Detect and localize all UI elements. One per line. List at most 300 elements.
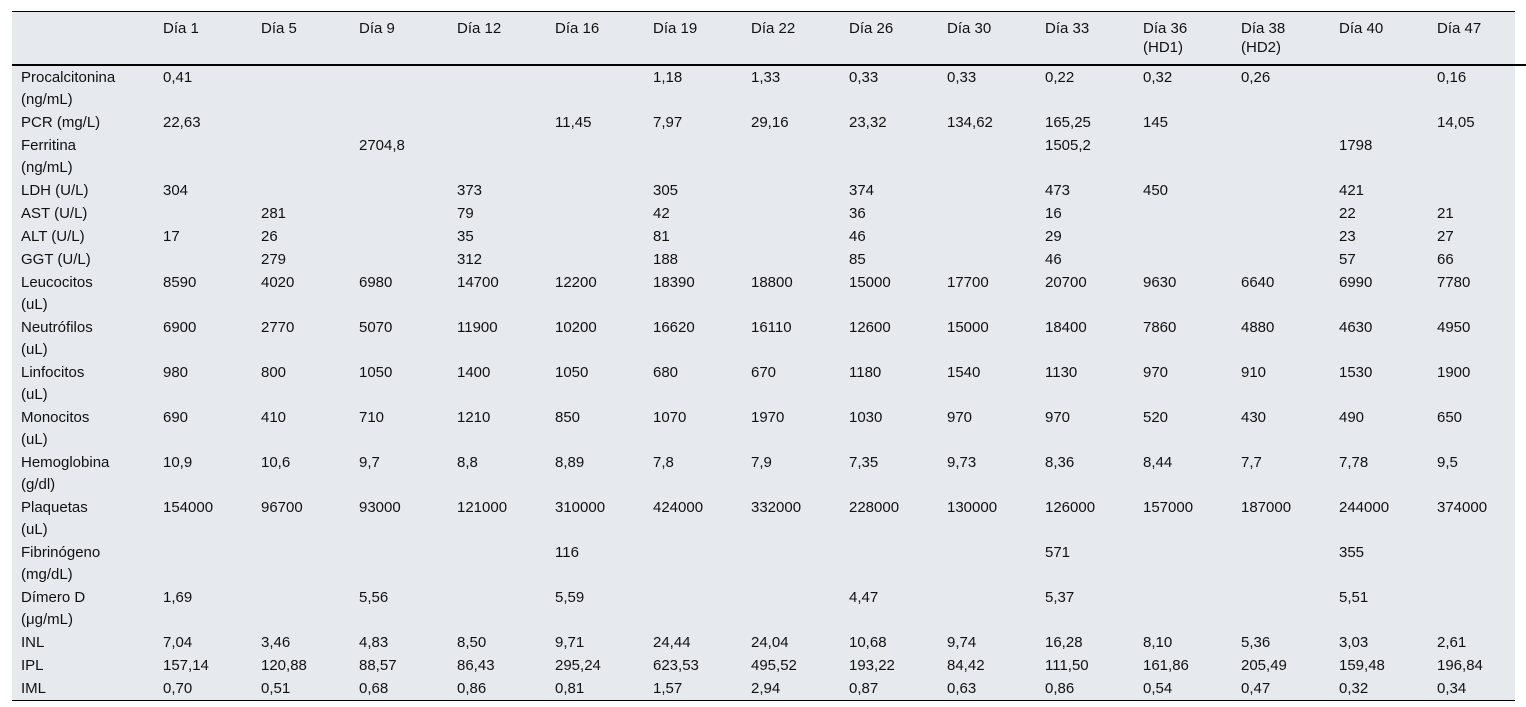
table-cell: 421 bbox=[1339, 182, 1365, 199]
table-cell bbox=[350, 111, 448, 134]
table-cell: 9,71 bbox=[555, 634, 585, 651]
table-cell bbox=[1134, 541, 1232, 586]
column-header-day: Día 12 bbox=[457, 20, 502, 37]
table-cell: 23,32 bbox=[849, 114, 887, 131]
table-row bbox=[12, 406, 1526, 451]
column-header-day: Día 22 bbox=[751, 20, 796, 37]
table-cell bbox=[154, 248, 252, 271]
table-cell: 17700 bbox=[947, 274, 989, 291]
table-cell: 305 bbox=[653, 182, 679, 199]
table-cell: 2770 bbox=[261, 319, 295, 336]
table-cell: 1540 bbox=[947, 364, 981, 381]
table-cell: 690 bbox=[163, 409, 189, 426]
table-cell: 0,33 bbox=[947, 69, 977, 86]
table-cell: 14700 bbox=[457, 274, 499, 291]
table-cell bbox=[448, 111, 546, 134]
row-label: IML bbox=[21, 680, 47, 697]
table-cell: 10,68 bbox=[849, 634, 887, 651]
table-cell: 495,52 bbox=[751, 657, 797, 674]
table-cell: 4,47 bbox=[849, 589, 879, 606]
table-cell: 86,43 bbox=[457, 657, 495, 674]
table-cell: 93000 bbox=[359, 499, 401, 516]
table-row bbox=[12, 111, 1526, 134]
table-cell: 3,46 bbox=[261, 634, 291, 651]
table-cell: 490 bbox=[1339, 409, 1365, 426]
table-cell bbox=[154, 541, 252, 586]
table-cell bbox=[1232, 541, 1330, 586]
table-cell: 3,03 bbox=[1339, 634, 1369, 651]
table-cell: 0,33 bbox=[849, 69, 879, 86]
table-cell: 157000 bbox=[1143, 499, 1194, 516]
table-cell bbox=[1232, 202, 1330, 225]
table-cell: 9,7 bbox=[359, 454, 380, 471]
row-label: INL bbox=[21, 634, 45, 651]
row-label: Dímero D (μg/mL) bbox=[21, 589, 86, 628]
column-header-day: Día 16 bbox=[555, 20, 600, 37]
table-cell: 0,63 bbox=[947, 680, 977, 697]
table-row bbox=[12, 586, 1526, 631]
table-cell bbox=[742, 202, 840, 225]
table-cell bbox=[154, 134, 252, 179]
table-cell: 670 bbox=[751, 364, 777, 381]
table-cell: 1180 bbox=[849, 364, 882, 381]
table-cell: 193,22 bbox=[849, 657, 895, 674]
table-cell bbox=[1428, 179, 1526, 202]
lab-results-table bbox=[12, 12, 1526, 700]
table-cell: 10,9 bbox=[163, 454, 193, 471]
table-cell: 2704,8 bbox=[359, 137, 405, 154]
table-cell: 11900 bbox=[457, 319, 498, 336]
table-cell bbox=[644, 134, 742, 179]
table-row bbox=[12, 271, 1526, 316]
table-cell: 1,33 bbox=[751, 69, 781, 86]
row-label: ALT (U/L) bbox=[21, 228, 85, 245]
table-cell: 16110 bbox=[751, 319, 792, 336]
table-cell: 134,62 bbox=[947, 114, 993, 131]
table-cell: 312 bbox=[457, 251, 483, 268]
table-cell: 12200 bbox=[555, 274, 597, 291]
table-cell: 374 bbox=[849, 182, 875, 199]
table-cell: 279 bbox=[261, 251, 287, 268]
table-row bbox=[12, 361, 1526, 406]
table-cell: 0,54 bbox=[1143, 680, 1173, 697]
table-cell: 8,36 bbox=[1045, 454, 1075, 471]
table-cell: 9,5 bbox=[1437, 454, 1458, 471]
column-header-day: Día 9 bbox=[359, 20, 395, 37]
table-row bbox=[12, 134, 1526, 179]
table-cell: 970 bbox=[947, 409, 973, 426]
table-cell: 970 bbox=[1045, 409, 1071, 426]
table-cell: 205,49 bbox=[1241, 657, 1287, 674]
table-cell: 16620 bbox=[653, 319, 695, 336]
table-cell: 623,53 bbox=[653, 657, 699, 674]
table-cell bbox=[1428, 134, 1526, 179]
table-cell: 228000 bbox=[849, 499, 900, 516]
table-cell: 5,51 bbox=[1339, 589, 1369, 606]
table-cell bbox=[742, 134, 840, 179]
table-cell: 9,73 bbox=[947, 454, 977, 471]
table-cell: 520 bbox=[1143, 409, 1169, 426]
table-cell bbox=[938, 202, 1036, 225]
table-cell: 0,47 bbox=[1241, 680, 1271, 697]
row-label: Plaquetas (uL) bbox=[21, 499, 88, 538]
table-cell: 126000 bbox=[1045, 499, 1096, 516]
lab-results-table-container bbox=[12, 11, 1515, 701]
table-cell: 7860 bbox=[1143, 319, 1177, 336]
table-cell: 57 bbox=[1339, 251, 1356, 268]
table-cell: 96700 bbox=[261, 499, 303, 516]
table-cell: 1070 bbox=[653, 409, 687, 426]
table-cell bbox=[938, 134, 1036, 179]
table-cell bbox=[252, 586, 350, 631]
table-cell: 1,69 bbox=[163, 589, 193, 606]
table-cell bbox=[448, 541, 546, 586]
row-label: Hemoglobina (g/dl) bbox=[21, 454, 110, 493]
column-header-day: Día 5 bbox=[261, 20, 297, 37]
table-cell bbox=[448, 134, 546, 179]
row-label: Leucocitos (uL) bbox=[21, 274, 93, 313]
table-cell: 8590 bbox=[163, 274, 197, 291]
table-cell: 0,70 bbox=[163, 680, 193, 697]
table-cell bbox=[350, 541, 448, 586]
table-row bbox=[12, 179, 1526, 202]
table-cell: 5,56 bbox=[359, 589, 389, 606]
table-cell: 680 bbox=[653, 364, 679, 381]
table-cell: 36 bbox=[849, 205, 866, 222]
table-cell bbox=[1330, 111, 1428, 134]
table-cell: 0,86 bbox=[1045, 680, 1075, 697]
table-cell bbox=[252, 134, 350, 179]
table-row bbox=[12, 225, 1526, 248]
table-cell: 1530 bbox=[1339, 364, 1373, 381]
table-cell: 1130 bbox=[1045, 364, 1078, 381]
row-label: LDH (U/L) bbox=[21, 182, 89, 199]
table-cell: 0,81 bbox=[555, 680, 585, 697]
table-cell: 1900 bbox=[1437, 364, 1471, 381]
table-cell: 10200 bbox=[555, 319, 597, 336]
table-cell bbox=[742, 248, 840, 271]
table-cell: 187000 bbox=[1241, 499, 1292, 516]
table-row bbox=[12, 654, 1526, 677]
table-row bbox=[12, 451, 1526, 496]
table-cell bbox=[546, 202, 644, 225]
table-cell: 0,51 bbox=[261, 680, 291, 697]
table-cell: 17 bbox=[163, 228, 180, 245]
row-label: AST (U/L) bbox=[21, 205, 88, 222]
table-cell: 4630 bbox=[1339, 319, 1373, 336]
table-cell: 23 bbox=[1339, 228, 1356, 245]
table-cell: 196,84 bbox=[1437, 657, 1483, 674]
table-cell: 88,57 bbox=[359, 657, 397, 674]
table-cell: 10,6 bbox=[261, 454, 291, 471]
table-body bbox=[12, 65, 1526, 700]
table-cell: 18390 bbox=[653, 274, 695, 291]
table-cell: 4,83 bbox=[359, 634, 389, 651]
table-cell: 970 bbox=[1143, 364, 1169, 381]
row-label: Fibrinógeno (mg/dL) bbox=[21, 544, 101, 583]
table-cell: 8,44 bbox=[1143, 454, 1173, 471]
table-header-row bbox=[12, 12, 1526, 65]
table-cell: 8,8 bbox=[457, 454, 478, 471]
table-cell bbox=[350, 248, 448, 271]
table-cell: 21 bbox=[1437, 205, 1454, 222]
column-header-parameter bbox=[12, 12, 154, 65]
table-cell bbox=[742, 586, 840, 631]
table-cell bbox=[938, 586, 1036, 631]
table-cell: 450 bbox=[1143, 182, 1169, 199]
table-cell: 980 bbox=[163, 364, 189, 381]
table-row bbox=[12, 541, 1526, 586]
table-cell bbox=[1232, 134, 1330, 179]
column-header-day: Día 47 bbox=[1437, 20, 1482, 37]
table-cell: 800 bbox=[261, 364, 287, 381]
table-cell bbox=[252, 65, 350, 111]
table-cell: 46 bbox=[1045, 251, 1062, 268]
table-cell bbox=[742, 225, 840, 248]
table-cell bbox=[252, 111, 350, 134]
table-cell: 111,50 bbox=[1045, 657, 1089, 674]
table-cell: 24,04 bbox=[751, 634, 789, 651]
table-cell: 295,24 bbox=[555, 657, 601, 674]
table-cell bbox=[154, 202, 252, 225]
table-cell bbox=[546, 65, 644, 111]
table-cell: 7,35 bbox=[849, 454, 879, 471]
table-cell: 571 bbox=[1045, 544, 1071, 561]
table-cell bbox=[1232, 111, 1330, 134]
table-cell: 42 bbox=[653, 205, 670, 222]
table-cell: 1400 bbox=[457, 364, 491, 381]
table-cell bbox=[938, 179, 1036, 202]
table-cell: 11,45 bbox=[555, 114, 592, 131]
table-cell: 0,16 bbox=[1437, 69, 1467, 86]
table-cell: 1050 bbox=[555, 364, 589, 381]
row-label: IPL bbox=[21, 657, 44, 674]
table-cell: 1,18 bbox=[653, 69, 683, 86]
table-cell: 5,36 bbox=[1241, 634, 1271, 651]
column-header-day: Día 19 bbox=[653, 20, 698, 37]
column-header-day: Día 1 bbox=[163, 20, 199, 37]
table-cell: 159,48 bbox=[1339, 657, 1385, 674]
table-cell: 29,16 bbox=[751, 114, 789, 131]
table-cell: 12600 bbox=[849, 319, 891, 336]
table-cell: 4020 bbox=[261, 274, 295, 291]
table-cell: 8,50 bbox=[457, 634, 487, 651]
table-cell bbox=[546, 225, 644, 248]
table-row bbox=[12, 631, 1526, 654]
row-label: Linfocitos (uL) bbox=[21, 364, 85, 403]
table-cell bbox=[252, 179, 350, 202]
table-cell bbox=[1428, 541, 1526, 586]
table-cell: 244000 bbox=[1339, 499, 1390, 516]
table-cell: 0,22 bbox=[1045, 69, 1075, 86]
table-cell bbox=[350, 179, 448, 202]
table-row bbox=[12, 677, 1526, 700]
table-cell bbox=[546, 179, 644, 202]
table-row bbox=[12, 316, 1526, 361]
table-cell: 1210 bbox=[457, 409, 491, 426]
table-cell: 7,04 bbox=[163, 634, 193, 651]
table-cell bbox=[840, 541, 938, 586]
table-cell bbox=[742, 179, 840, 202]
column-header-day: Día 33 bbox=[1045, 20, 1090, 37]
table-cell bbox=[1232, 179, 1330, 202]
table-cell bbox=[1134, 202, 1232, 225]
table-cell: 161,86 bbox=[1143, 657, 1189, 674]
row-label: Ferritina (ng/mL) bbox=[21, 137, 77, 176]
table-cell bbox=[938, 248, 1036, 271]
table-cell bbox=[350, 65, 448, 111]
table-cell: 15000 bbox=[849, 274, 891, 291]
row-label: Monocitos (uL) bbox=[21, 409, 90, 448]
table-cell: 0,26 bbox=[1241, 69, 1271, 86]
column-header-day: Día 30 bbox=[947, 20, 992, 37]
table-cell: 355 bbox=[1339, 544, 1365, 561]
table-cell bbox=[546, 134, 644, 179]
table-cell: 130000 bbox=[947, 499, 998, 516]
table-cell: 850 bbox=[555, 409, 581, 426]
table-cell: 4880 bbox=[1241, 319, 1275, 336]
table-cell bbox=[350, 202, 448, 225]
table-cell: 16 bbox=[1045, 205, 1062, 222]
table-cell: 22 bbox=[1339, 205, 1356, 222]
table-cell: 7,97 bbox=[653, 114, 683, 131]
table-cell: 20700 bbox=[1045, 274, 1087, 291]
table-cell: 79 bbox=[457, 205, 474, 222]
table-cell bbox=[938, 541, 1036, 586]
table-cell: 22,63 bbox=[163, 114, 201, 131]
table-cell bbox=[840, 134, 938, 179]
table-cell: 310000 bbox=[555, 499, 606, 516]
table-cell: 7,7 bbox=[1241, 454, 1262, 471]
table-cell: 165,25 bbox=[1045, 114, 1091, 131]
table-cell: 157,14 bbox=[163, 657, 209, 674]
table-cell: 410 bbox=[261, 409, 287, 426]
table-cell bbox=[1232, 225, 1330, 248]
table-cell: 424000 bbox=[653, 499, 704, 516]
table-cell: 910 bbox=[1241, 364, 1267, 381]
row-label: PCR (mg/L) bbox=[21, 114, 101, 131]
table-row bbox=[12, 248, 1526, 271]
table-cell: 121000 bbox=[457, 499, 508, 516]
table-cell: 304 bbox=[163, 182, 189, 199]
table-cell bbox=[546, 248, 644, 271]
table-cell: 7780 bbox=[1437, 274, 1471, 291]
table-cell: 0,87 bbox=[849, 680, 879, 697]
table-cell: 332000 bbox=[751, 499, 802, 516]
table-cell bbox=[1134, 134, 1232, 179]
table-cell: 1050 bbox=[359, 364, 393, 381]
table-row bbox=[12, 496, 1526, 541]
table-cell: 29 bbox=[1045, 228, 1062, 245]
column-header-day: Día 36 (HD1) bbox=[1143, 20, 1188, 56]
table-cell: 84,42 bbox=[947, 657, 985, 674]
table-cell: 18800 bbox=[751, 274, 793, 291]
table-cell: 373 bbox=[457, 182, 483, 199]
table-cell: 650 bbox=[1437, 409, 1463, 426]
table-cell: 0,32 bbox=[1143, 69, 1173, 86]
table-cell: 145 bbox=[1143, 114, 1169, 131]
table-cell: 6640 bbox=[1241, 274, 1275, 291]
table-cell: 9,74 bbox=[947, 634, 977, 651]
table-cell bbox=[1330, 65, 1428, 111]
table-cell: 1970 bbox=[751, 409, 785, 426]
table-cell: 116 bbox=[555, 544, 579, 561]
table-cell: 26 bbox=[261, 228, 278, 245]
table-cell: 0,68 bbox=[359, 680, 389, 697]
table-row bbox=[12, 202, 1526, 225]
table-cell: 1505,2 bbox=[1045, 137, 1091, 154]
table-cell: 374000 bbox=[1437, 499, 1488, 516]
table-cell bbox=[252, 541, 350, 586]
table-cell bbox=[1232, 248, 1330, 271]
table-cell: 1030 bbox=[849, 409, 883, 426]
table-cell: 281 bbox=[261, 205, 287, 222]
table-cell: 7,9 bbox=[751, 454, 772, 471]
table-cell bbox=[1134, 586, 1232, 631]
table-cell bbox=[644, 586, 742, 631]
table-cell: 7,78 bbox=[1339, 454, 1369, 471]
table-cell: 1,57 bbox=[653, 680, 683, 697]
table-cell: 16,28 bbox=[1045, 634, 1083, 651]
table-cell: 4950 bbox=[1437, 319, 1471, 336]
row-label: GGT (U/L) bbox=[21, 251, 91, 268]
table-cell bbox=[742, 541, 840, 586]
table-cell: 9630 bbox=[1143, 274, 1177, 291]
table-cell: 120,88 bbox=[261, 657, 307, 674]
table-cell: 5070 bbox=[359, 319, 393, 336]
table-cell: 5,59 bbox=[555, 589, 585, 606]
table-cell: 85 bbox=[849, 251, 866, 268]
table-cell bbox=[1232, 586, 1330, 631]
table-cell: 14,05 bbox=[1437, 114, 1475, 131]
table-cell: 0,34 bbox=[1437, 680, 1467, 697]
table-cell: 2,94 bbox=[751, 680, 781, 697]
table-cell: 8,89 bbox=[555, 454, 585, 471]
table-cell: 81 bbox=[653, 228, 670, 245]
column-header-day: Día 40 bbox=[1339, 20, 1384, 37]
table-cell: 24,44 bbox=[653, 634, 691, 651]
table-cell: 8,10 bbox=[1143, 634, 1173, 651]
table-cell bbox=[448, 586, 546, 631]
table-cell: 0,32 bbox=[1339, 680, 1369, 697]
table-cell: 66 bbox=[1437, 251, 1454, 268]
table-cell: 6900 bbox=[163, 319, 197, 336]
table-cell: 7,8 bbox=[653, 454, 674, 471]
table-cell: 0,86 bbox=[457, 680, 487, 697]
table-cell: 188 bbox=[653, 251, 679, 268]
table-cell bbox=[350, 225, 448, 248]
table-cell: 27 bbox=[1437, 228, 1454, 245]
table-cell: 6980 bbox=[359, 274, 393, 291]
table-cell: 154000 bbox=[163, 499, 214, 516]
table-cell: 6990 bbox=[1339, 274, 1373, 291]
table-cell: 18400 bbox=[1045, 319, 1087, 336]
table-cell bbox=[1134, 225, 1232, 248]
table-cell bbox=[938, 225, 1036, 248]
table-cell: 15000 bbox=[947, 319, 989, 336]
column-header-day: Día 26 bbox=[849, 20, 894, 37]
row-label: Procalcitonina (ng/mL) bbox=[21, 69, 116, 108]
row-label: Neutrófilos (uL) bbox=[21, 319, 93, 358]
table-cell bbox=[1134, 248, 1232, 271]
table-cell: 1798 bbox=[1339, 137, 1373, 154]
table-cell bbox=[644, 541, 742, 586]
table-cell: 2,61 bbox=[1437, 634, 1467, 651]
column-header-day: Día 38 (HD2) bbox=[1241, 20, 1286, 56]
table-cell: 35 bbox=[457, 228, 474, 245]
table-cell: 473 bbox=[1045, 182, 1071, 199]
table-cell bbox=[1428, 586, 1526, 631]
